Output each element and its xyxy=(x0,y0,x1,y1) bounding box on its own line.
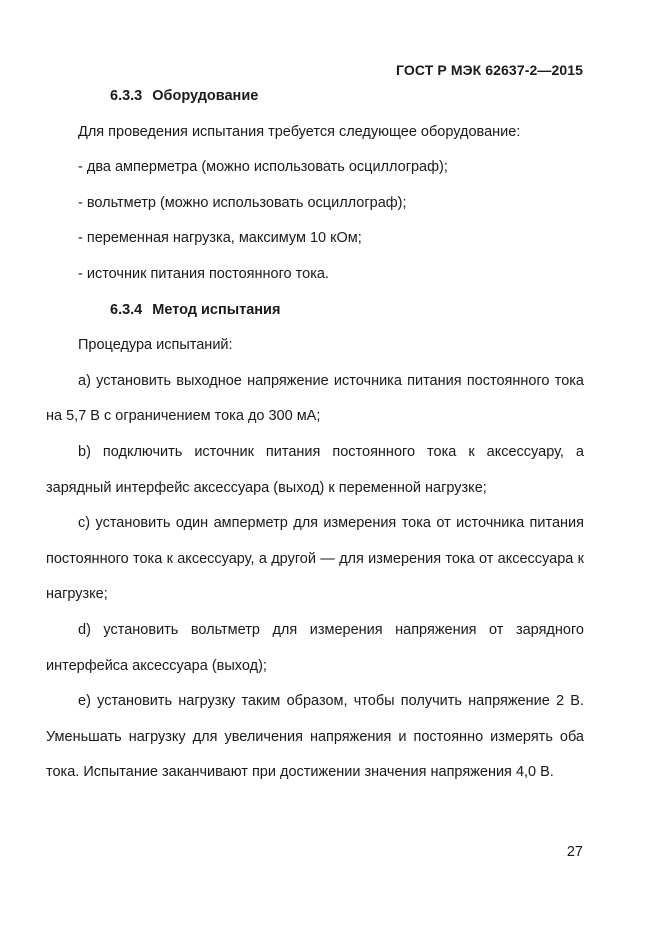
list-item: - переменная нагрузка, максимум 10 кОм; xyxy=(78,230,362,247)
procedure-step-c: c) установить один амперметр для измерения тока от источника питания постоянного тока к аксессуару, а другой — для измерения тока от аксессуара к нагрузке; xyxy=(46,515,584,603)
document-body xyxy=(46,79,584,791)
section-heading-6-3-4 xyxy=(46,293,584,329)
procedure-step-b: b) подключить источник питания постоянного тока к аксессуару, а зарядный интерфейс аксессуара (выход) к переменной нагрузке; xyxy=(46,443,584,496)
procedure-step-a: а) установить выходное напряжение источника питания постоянного тока на 5,7 В с ограничением тока до 300 мА; xyxy=(46,372,584,425)
section-title: Метод испытания xyxy=(152,301,281,318)
section-heading-6-3-3 xyxy=(46,79,584,115)
section-title: Оборудование xyxy=(152,88,259,104)
list-item: - источник питания постоянного тока. xyxy=(78,265,329,282)
procedure-step-e: e) установить нагрузку таким образом, чтобы получить напряжение 2 В. Уменьшать нагрузку для увеличения напряжения и постоянно измерять оба тока. Испытание заканчивают при достижении значения напряжения 4,0 В. xyxy=(46,693,584,781)
page-number: 27 xyxy=(566,844,583,860)
list-item: - два амперметра (можно использовать осциллограф); xyxy=(78,159,448,176)
standard-designation: ГОСТ Р МЭК 62637-2—2015 xyxy=(396,62,583,78)
paragraph: Для проведения испытания требуется следующее оборудование: xyxy=(78,123,521,140)
procedure-step-d: d) установить вольтметр для измерения напряжения от зарядного интерфейса аксессуара (выход); xyxy=(46,621,584,674)
section-number: 6.3.3 xyxy=(110,88,143,104)
paragraph: Процедура испытаний: xyxy=(78,337,233,354)
section-number: 6.3.4 xyxy=(110,301,143,318)
list-item: - вольтметр (можно использовать осциллограф); xyxy=(78,194,407,211)
